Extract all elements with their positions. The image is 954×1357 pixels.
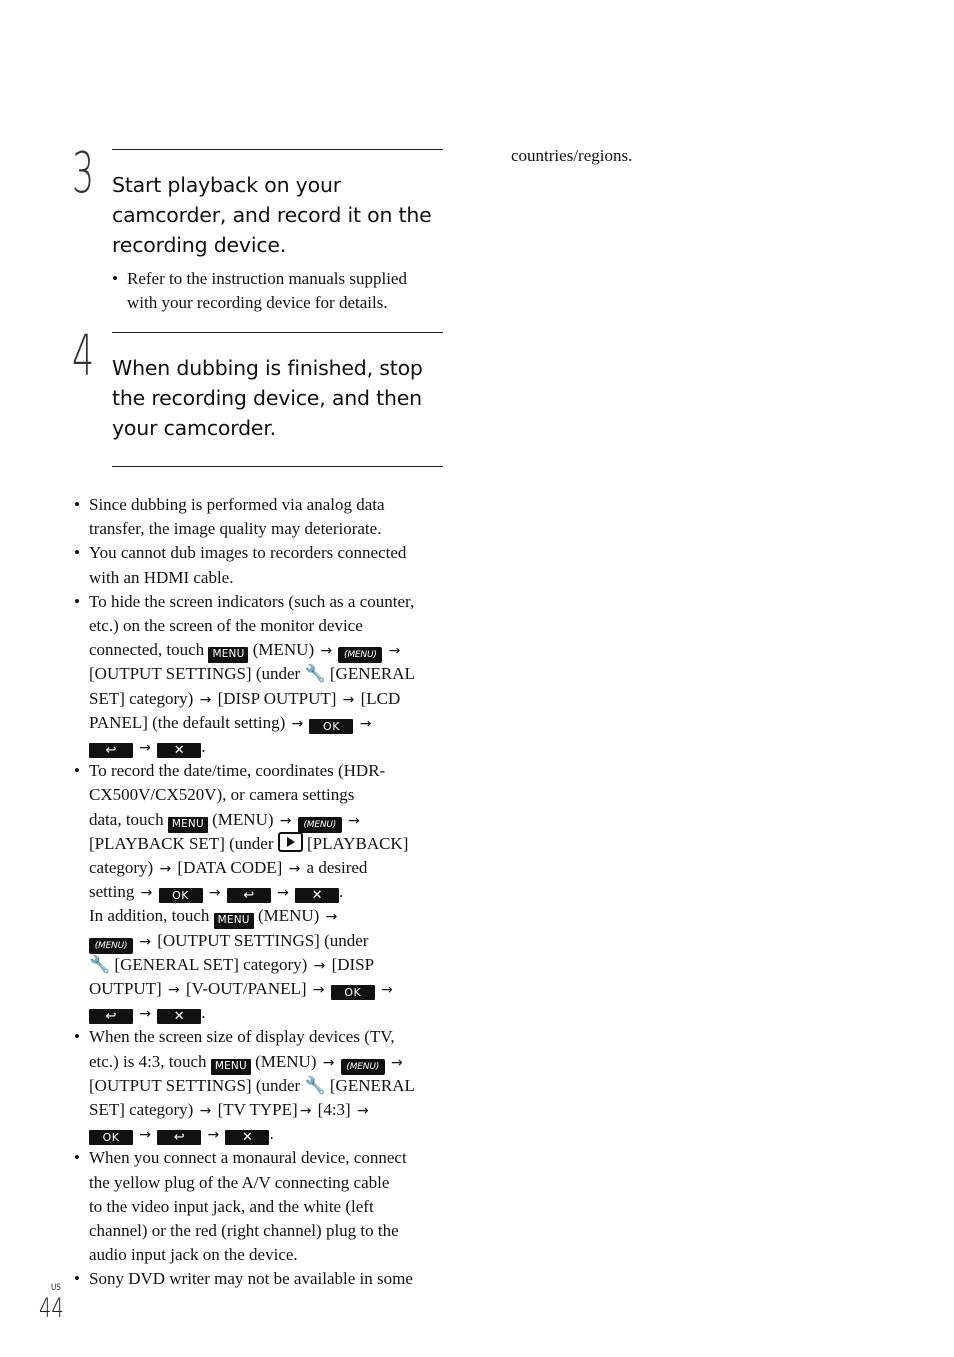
menu-return-icon: (MENU)	[341, 1059, 385, 1075]
text: [OUTPUT SETTINGS] (under	[89, 664, 305, 684]
step4-title-line: the recording device, and then	[112, 386, 422, 410]
arrow-icon: →	[139, 739, 151, 756]
step3-title-line: Start playback on your	[112, 173, 341, 197]
arrow-icon: →	[299, 1102, 312, 1119]
step4-title	[112, 353, 442, 443]
bullet-icon: •	[74, 761, 80, 781]
bullet-icon: •	[112, 269, 118, 288]
step3-title-line: recording device.	[112, 233, 287, 257]
note-line: When the screen size of display devices (TV,	[89, 1027, 395, 1047]
menu-return-icon: (MENU)	[89, 938, 133, 954]
arrow-icon: →	[199, 1102, 212, 1119]
text: (MENU)	[207, 809, 278, 829]
text: category)	[89, 857, 158, 877]
text: [DISP OUTPUT]	[213, 688, 341, 708]
bullet-icon: •	[74, 1269, 80, 1289]
note-line	[89, 953, 408, 977]
step3-title	[112, 170, 442, 260]
bullet-icon: •	[74, 591, 80, 611]
arrow-icon: →	[140, 885, 153, 902]
note-line	[89, 1074, 415, 1098]
note-line	[89, 1122, 415, 1146]
note-line	[89, 977, 408, 1001]
arrow-icon: →	[312, 981, 325, 998]
note-line: To record the date/time, coordinates (HDR-	[89, 761, 386, 781]
text: [GENERAL SET] category)	[110, 954, 312, 974]
arrow-icon: →	[356, 1102, 369, 1119]
menu-return-icon: (MENU)	[338, 647, 382, 663]
playback-icon	[278, 832, 303, 852]
text: [4:3]	[313, 1099, 355, 1119]
note-line: transfer, the image quality may deteriorate.	[89, 519, 382, 539]
note-item	[74, 541, 407, 589]
arrow-icon: →	[359, 715, 372, 732]
note-line: etc.) on the screen of the monitor device	[89, 615, 363, 635]
close-icon: ✕	[157, 1009, 201, 1024]
text: [GENERAL	[325, 1075, 415, 1095]
note-line	[89, 929, 408, 953]
back-icon: ↩	[89, 743, 133, 758]
text: connected, touch	[89, 640, 209, 660]
text: [V-OUT/PANEL]	[181, 978, 311, 998]
text: [GENERAL	[325, 664, 415, 684]
note-line: Sony DVD writer may not be available in some	[89, 1269, 413, 1289]
arrow-icon: →	[279, 812, 292, 829]
text: PANEL] (the default setting)	[89, 712, 290, 732]
note-line: audio input jack on the device.	[89, 1245, 298, 1265]
arrow-icon: →	[388, 643, 401, 660]
text: OUTPUT]	[89, 978, 166, 998]
text: data, touch	[89, 809, 168, 829]
note-line: to the video input jack, and the white (left	[89, 1196, 374, 1216]
note-line	[89, 1050, 415, 1074]
note-line	[89, 662, 415, 686]
arrow-icon: →	[208, 885, 221, 902]
arrow-icon: →	[320, 643, 333, 660]
note-line	[89, 1001, 408, 1025]
ok-icon: OK	[159, 888, 203, 903]
text: [PLAYBACK SET] (under	[89, 833, 278, 853]
page-region-label: US	[51, 1283, 61, 1293]
arrow-icon: →	[381, 981, 393, 998]
note-item	[74, 1146, 407, 1267]
menu-icon: MENU	[168, 817, 208, 833]
note-line	[89, 711, 415, 735]
close-icon: ✕	[157, 743, 201, 758]
text: [OUTPUT SETTINGS] (under	[89, 1075, 305, 1095]
bullet-line: with your recording device for details.	[127, 293, 388, 313]
note-line: To hide the screen indicators (such as a counter,	[89, 591, 415, 611]
step3-bullet	[112, 267, 447, 315]
text: In addition, touch	[89, 906, 214, 926]
note-line: channel) or the red (right channel) plug to the	[89, 1220, 399, 1240]
text: [DISP	[327, 954, 375, 974]
menu-icon: MENU	[214, 913, 254, 929]
note-line: You cannot dub images to recorders connected	[89, 543, 407, 563]
close-icon: ✕	[225, 1130, 269, 1145]
wrench-icon: 🔧	[304, 664, 326, 685]
step4-title-line: your camcorder.	[112, 416, 276, 440]
arrow-icon: →	[291, 715, 304, 732]
arrow-icon: →	[390, 1054, 403, 1071]
ok-icon: OK	[309, 719, 353, 734]
text: .	[201, 1003, 206, 1023]
arrow-icon: →	[159, 860, 172, 877]
step4-title-line: When dubbing is finished, stop	[112, 356, 423, 380]
arrow-icon: →	[325, 909, 338, 926]
text: .	[269, 1124, 274, 1144]
text: [LCD	[356, 688, 401, 708]
ok-icon: OK	[331, 985, 375, 1000]
text: .	[201, 736, 206, 756]
back-icon: ↩	[157, 1130, 201, 1145]
note-item	[74, 493, 385, 541]
text: (MENU)	[253, 906, 324, 926]
right-column-text: countries/regions.	[511, 146, 633, 165]
menu-return-icon: (MENU)	[298, 817, 342, 833]
arrow-icon: →	[348, 812, 360, 829]
bullet-line: Refer to the instruction manuals supplied	[127, 269, 407, 288]
text: [PLAYBACK]	[302, 833, 409, 853]
note-line	[89, 808, 408, 832]
note-line	[89, 1098, 415, 1122]
arrow-icon: →	[277, 885, 289, 902]
bullet-icon: •	[74, 1027, 80, 1047]
step4-number: 4	[72, 324, 95, 389]
step3-number: 3	[72, 141, 95, 206]
arrow-icon: →	[139, 1127, 151, 1144]
arrow-icon: →	[167, 981, 180, 998]
note-line: Since dubbing is performed via analog data	[89, 495, 385, 514]
note-item	[74, 759, 409, 1025]
note-line: CX500V/CX520V), or camera settings	[89, 785, 355, 805]
text: [OUTPUT SETTINGS] (under	[152, 930, 369, 950]
note-line	[89, 856, 408, 880]
note-line: When you connect a monaural device, connect	[89, 1148, 407, 1168]
note-item	[74, 1025, 415, 1146]
back-icon: ↩	[89, 1009, 133, 1024]
note-item	[74, 1267, 413, 1291]
note-line	[89, 687, 415, 711]
step3-top-rule	[112, 149, 443, 150]
text: [DATA CODE]	[173, 857, 287, 877]
arrow-icon: →	[322, 1054, 335, 1071]
arrow-icon: →	[207, 1127, 220, 1144]
note-line	[89, 638, 415, 662]
text: etc.) is 4:3, touch	[89, 1051, 211, 1071]
note-line: with an HDMI cable.	[89, 567, 234, 587]
note-line: the yellow plug of the A/V connecting cable	[89, 1172, 390, 1192]
note-line	[89, 735, 415, 759]
close-icon: ✕	[295, 888, 339, 903]
bullet-icon: •	[74, 495, 80, 514]
text: [TV TYPE]	[213, 1099, 298, 1119]
note-line	[89, 904, 408, 928]
arrow-icon: →	[313, 957, 326, 974]
wrench-icon: 🔧	[89, 954, 111, 975]
text: .	[339, 882, 344, 902]
text: SET] category)	[89, 1099, 198, 1119]
ok-icon: OK	[89, 1130, 133, 1145]
text: (MENU)	[248, 640, 319, 660]
text: setting	[89, 882, 139, 902]
note-line	[89, 880, 408, 904]
step4-top-rule	[112, 332, 443, 333]
note-line	[89, 832, 408, 856]
arrow-icon: →	[139, 1006, 151, 1023]
step3-title-line: camcorder, and record it on the	[112, 203, 432, 227]
text: a desired	[302, 857, 368, 877]
arrow-icon: →	[199, 691, 212, 708]
bullet-icon: •	[74, 1148, 80, 1168]
wrench-icon: 🔧	[304, 1075, 326, 1096]
arrow-icon: →	[139, 933, 151, 950]
page-number: 44	[39, 1293, 64, 1324]
text: (MENU)	[250, 1051, 321, 1071]
menu-icon: MENU	[211, 1059, 251, 1075]
arrow-icon: →	[342, 691, 355, 708]
bullet-icon: •	[74, 543, 80, 563]
step4-bottom-rule	[112, 466, 443, 467]
menu-icon: MENU	[208, 647, 248, 663]
note-item	[74, 590, 415, 759]
text: SET] category)	[89, 688, 198, 708]
arrow-icon: →	[288, 860, 301, 877]
back-icon: ↩	[227, 888, 271, 903]
